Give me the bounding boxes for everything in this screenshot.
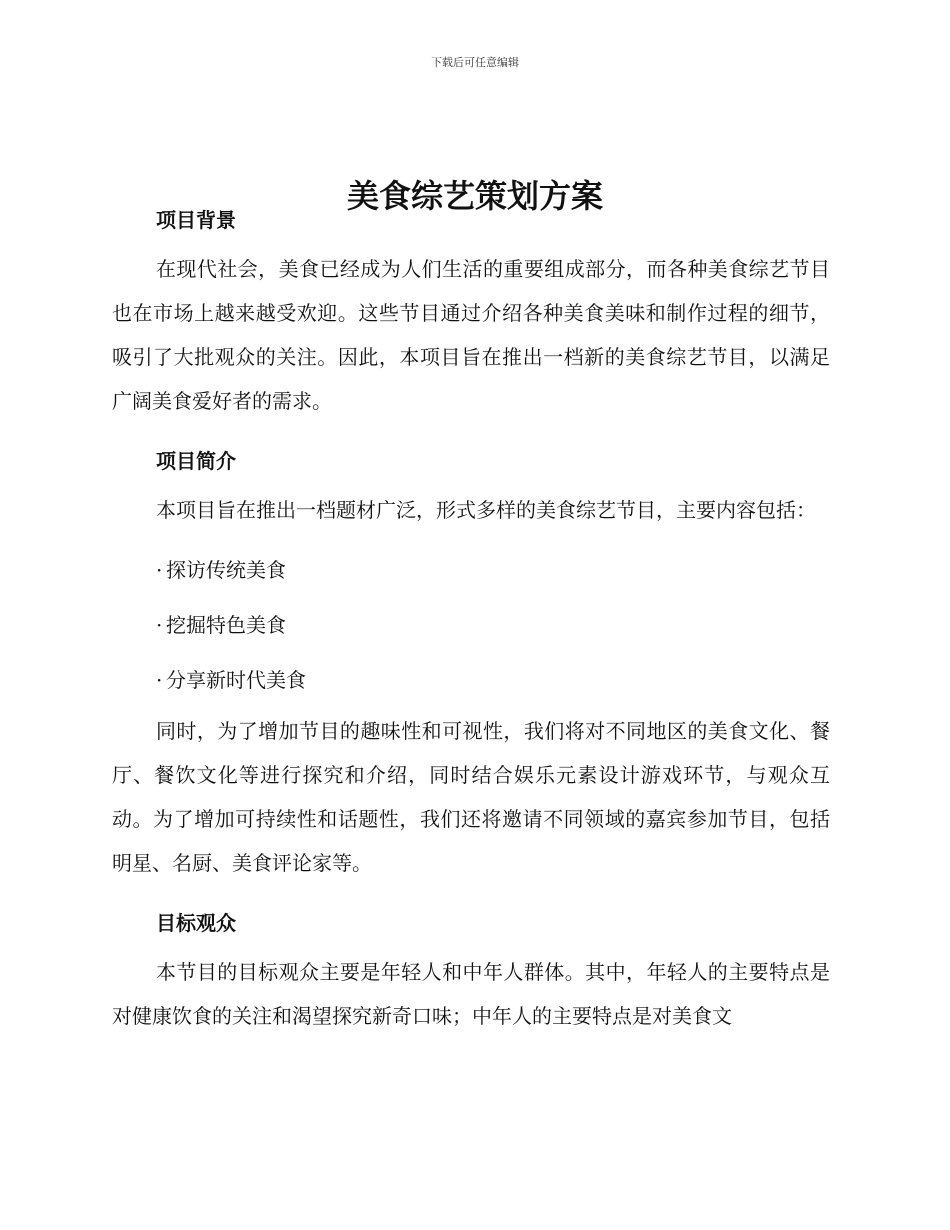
section-paragraph-intro-continued: 同时，为了增加节目的趣味性和可视性，我们将对不同地区的美食文化、餐厅、餐饮文化等进行探究和介绍，同时结合娱乐元素设计游戏环节，与观众互动。为了增加可持续性和话题性，我们还将邀请不同领域的嘉宾参加节目，包括明星、名厨、美食评论家等。 xyxy=(112,719,830,875)
section-heading-background: 项目背景 xyxy=(156,208,236,232)
list-item-text: 分享新时代美食 xyxy=(166,668,306,692)
bullet-dot-icon: · xyxy=(156,558,163,582)
list-item xyxy=(112,663,830,697)
bullet-dot-icon: · xyxy=(156,613,163,637)
list-item-text: 挖掘特色美食 xyxy=(166,613,286,637)
section-paragraph-audience: 本节目的目标观众主要是年轻人和中年人群体。其中，年轻人的主要特点是对健康饮食的关注和渴望探究新奇口味；中年人的主要特点是对美食文 xyxy=(112,960,830,1028)
list-item-text: 探访传统美食 xyxy=(166,558,286,582)
list-item xyxy=(112,608,830,642)
section-heading-audience: 目标观众 xyxy=(156,911,236,935)
section-paragraph-intro: 本项目旨在推出一档题材广泛，形式多样的美食综艺节目，主要内容包括： xyxy=(156,498,816,522)
section-heading-intro: 项目简介 xyxy=(156,449,236,473)
document-title: 美食综艺策划方案 xyxy=(346,177,603,216)
document-body xyxy=(112,203,830,1038)
section-paragraph-background: 在现代社会，美食已经成为人们生活的重要组成部分，而各种美食综艺节目也在市场上越来越受欢迎。这些节目通过介绍各种美食美味和制作过程的细节，吸引了大批观众的关注。因此，本项目旨在推出一档新的美食综艺节目，以满足广阔美食爱好者的需求。 xyxy=(112,257,830,413)
bullet-dot-icon: · xyxy=(156,668,163,692)
header-note: 下载后可任意编辑 xyxy=(431,56,519,69)
list-item xyxy=(112,553,830,587)
